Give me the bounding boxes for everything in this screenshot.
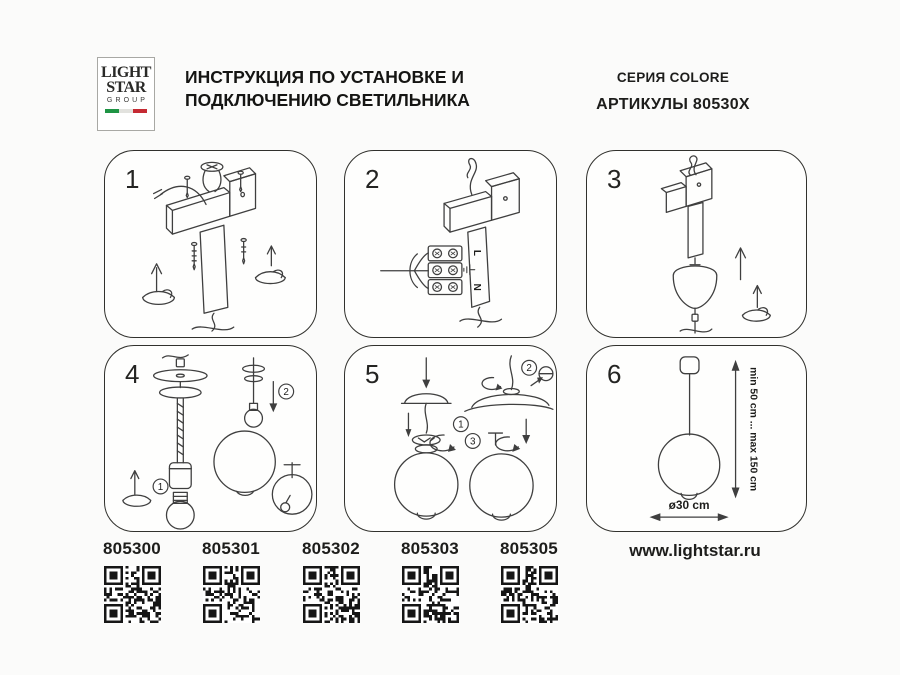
mounting-bracket bbox=[661, 163, 711, 212]
screw-icon bbox=[185, 171, 244, 197]
series-block bbox=[583, 70, 763, 114]
step-panel-6 bbox=[586, 345, 807, 532]
wall-anchor-icon bbox=[123, 471, 151, 507]
wall-anchor-icon bbox=[256, 246, 286, 284]
article-column bbox=[491, 539, 567, 628]
rotation-arrow-icon bbox=[430, 435, 456, 452]
marker-2: 2 bbox=[526, 363, 532, 375]
website-url: www.lightstar.ru bbox=[629, 541, 761, 560]
step-panel-1 bbox=[104, 150, 317, 338]
glass-globe bbox=[658, 434, 719, 499]
ceiling-cap bbox=[680, 357, 699, 374]
article-code: 805300 bbox=[103, 539, 161, 558]
cord-suspension bbox=[154, 355, 207, 489]
articles-heading: АРТИКУЛЫ 80530X bbox=[596, 96, 750, 113]
mounting-bracket bbox=[444, 173, 519, 232]
down-arrow-icon bbox=[422, 358, 430, 389]
pendant-rod bbox=[192, 225, 234, 331]
supply-wires bbox=[381, 253, 428, 289]
article-column bbox=[94, 539, 170, 628]
rotation-arrow-icon bbox=[496, 437, 521, 452]
pendant-rod bbox=[688, 202, 703, 263]
marker-1: 1 bbox=[458, 419, 464, 431]
article-column bbox=[293, 539, 369, 628]
logo-text: GROUP bbox=[106, 97, 149, 104]
article-code: 805305 bbox=[500, 539, 558, 558]
step-number: 4 bbox=[125, 359, 140, 389]
globe-with-ball bbox=[272, 463, 312, 514]
italian-flag-icon bbox=[105, 109, 147, 113]
series-name: СЕРИЯ COLORE bbox=[616, 70, 730, 85]
qr-code bbox=[303, 566, 360, 623]
step-marker bbox=[453, 417, 468, 432]
wall-anchor-icon bbox=[743, 286, 771, 322]
bulb-icon bbox=[166, 492, 194, 529]
pendant-rod bbox=[460, 227, 502, 327]
step-panel-3 bbox=[586, 150, 807, 338]
step-number: 1 bbox=[125, 164, 140, 194]
hook-cable bbox=[467, 159, 476, 195]
qr-code bbox=[501, 566, 558, 623]
down-arrow-icon bbox=[405, 413, 411, 437]
title-line-2: ПОДКЛЮЧЕНИЮ СВЕТИЛЬНИКА bbox=[185, 90, 470, 110]
qr-code bbox=[402, 566, 459, 623]
article-code: 805301 bbox=[202, 539, 260, 558]
qr-code bbox=[203, 566, 260, 623]
qr-code bbox=[104, 566, 161, 623]
bulb-icon bbox=[245, 403, 263, 427]
screw-icon bbox=[192, 239, 247, 270]
down-arrow-icon bbox=[522, 419, 530, 444]
glass-globe bbox=[214, 431, 275, 495]
logo-text: LIGHT bbox=[101, 64, 151, 81]
earth-ground-icon bbox=[464, 265, 475, 275]
step-panel-2 bbox=[344, 150, 557, 338]
terminal-block bbox=[428, 246, 462, 294]
article-code: 805303 bbox=[401, 539, 459, 558]
step-number: 3 bbox=[607, 164, 622, 194]
rotation-arrow-icon bbox=[482, 378, 502, 391]
glass-globe bbox=[470, 454, 533, 520]
step-marker bbox=[465, 434, 480, 449]
ceiling-rose-top bbox=[465, 356, 553, 411]
marker-1: 1 bbox=[157, 481, 164, 493]
hanger-rings bbox=[243, 358, 265, 404]
cable-clamp-icon bbox=[201, 162, 223, 191]
down-arrow-icon bbox=[269, 382, 277, 413]
diameter-dimension-arrow bbox=[650, 513, 729, 521]
diameter-dimension-label: ø30 cm bbox=[668, 498, 710, 513]
lightstar-logo bbox=[97, 57, 155, 131]
canopy-cup bbox=[673, 265, 717, 309]
article-column bbox=[392, 539, 468, 628]
marker-2: 2 bbox=[283, 386, 289, 398]
article-code: 805302 bbox=[302, 539, 360, 558]
step-marker bbox=[153, 479, 168, 494]
step-marker bbox=[522, 360, 537, 375]
article-column bbox=[193, 539, 269, 628]
glass-globe bbox=[395, 453, 458, 519]
logo-text: STAR bbox=[106, 79, 146, 96]
terminal-label-neutral: N bbox=[470, 283, 482, 291]
step-number: 2 bbox=[365, 164, 380, 194]
step-panel-4 bbox=[104, 345, 317, 532]
height-dimension-label: min 50 cm ... max 150 cm bbox=[747, 367, 759, 492]
mounting-bracket bbox=[166, 168, 255, 234]
height-dimension-arrow bbox=[732, 360, 740, 499]
title-line-1: ИНСТРУКЦИЯ ПО УСТАНОВКЕ И bbox=[185, 67, 464, 87]
suspension-cable bbox=[680, 308, 712, 333]
marker-3: 3 bbox=[470, 436, 476, 448]
up-arrow-icon bbox=[736, 248, 746, 280]
terminal-label-live: L bbox=[470, 249, 482, 256]
step-marker bbox=[279, 384, 294, 399]
step-number: 6 bbox=[607, 359, 622, 389]
wall-anchor-icon bbox=[143, 264, 175, 305]
step-number: 5 bbox=[365, 359, 380, 389]
step-panel-5 bbox=[344, 345, 557, 532]
page-title bbox=[185, 66, 470, 112]
